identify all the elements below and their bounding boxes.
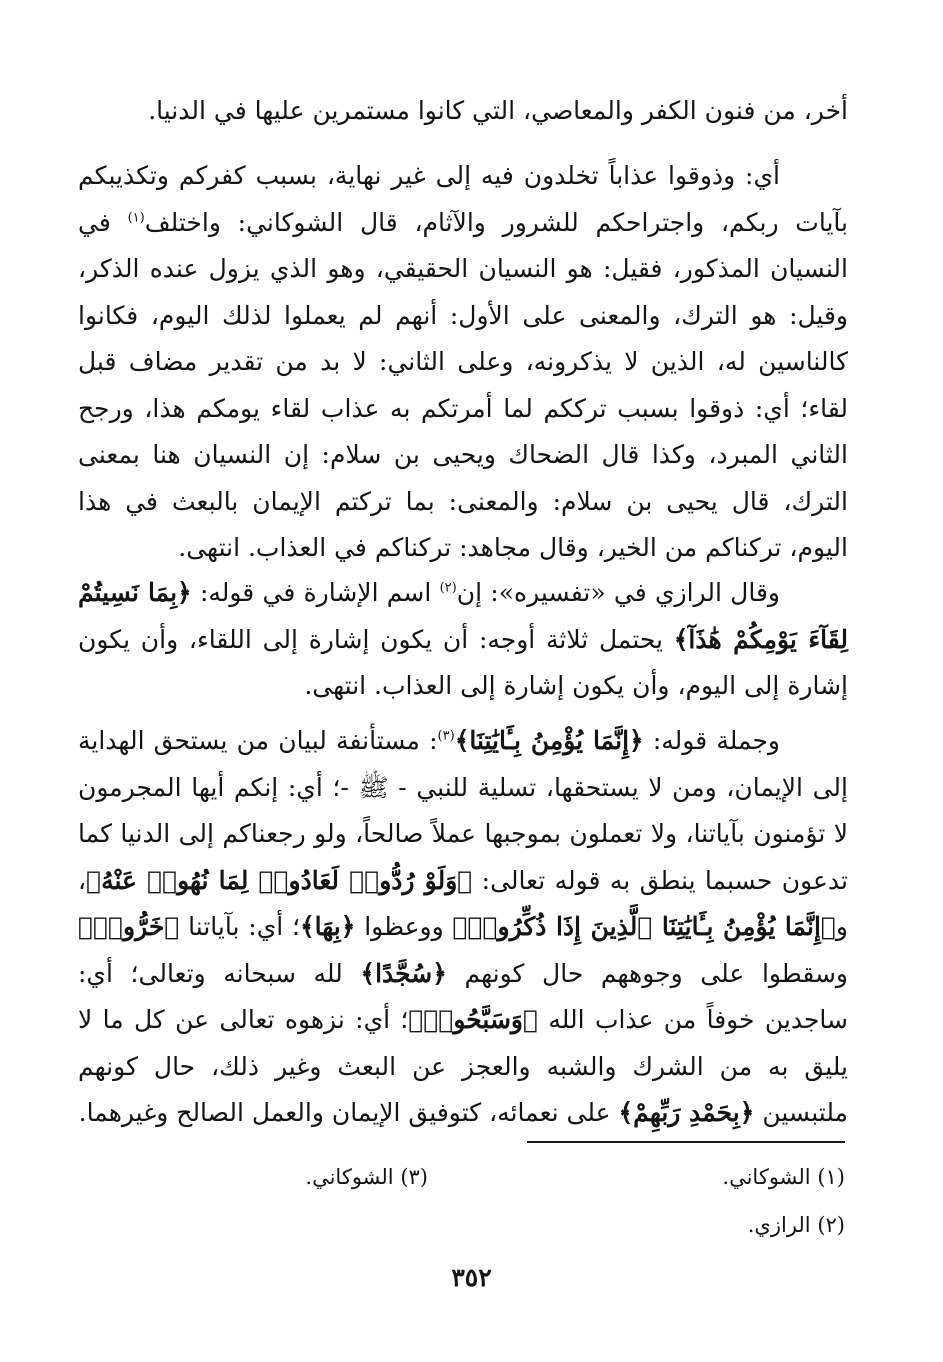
paragraph-shawkani-commentary [78,153,848,572]
paragraph-text: لله سبحانه وتعالى؛ أي: ساجدين خوفاً من عذاب الله [78,958,848,1034]
paragraph-text: ؛ أي: بآياتنا [179,912,300,941]
footnote-1: (١) الشوكاني. [722,1165,845,1189]
paragraph-text: : مستأنفة لبيان من يستحق الهداية إلى الإيمان، ومن لا يستحقها، تسلية للنبي - ﷺ -؛ أي: إنكم أيها المجرمون لا تؤمنون بآياتنا، ولا تعملون بموجبها عملاً صالحاً، ولو رجعناكم إلى الدنيا كما تدعون حسبما ينطق به قوله تعالى: [78,726,848,895]
paragraph-text: ووعظوا [355,912,453,941]
footnote-3: (٣) الشوكاني. [305,1165,428,1189]
paragraph-continuation [78,88,848,135]
quran-quote: ﴿إِنَّمَا يُؤْمِنُ بِـَٔايَٰتِنَا﴾ [454,726,644,755]
quran-quote: ﴿إِنَّمَا يُؤْمِنُ بِـَٔايَٰتِنَا ٱلَّذِينَ إِذَا ذُكِّرُوا۟﴾ [452,912,836,941]
paragraph-text: يحتمل ثلاثة أوجه: أن يكون إشارة إلى اللقاء، وأن يكون إشارة إلى اليوم، وأن يكون إشارة إلى العذاب. انتهى. [78,624,848,700]
paragraph-text: أخر، من فنون الكفر والمعاصي، التي كانوا مستمرين عليها في الدنيا. [148,96,848,125]
quran-quote: ﴿بِهَا﴾ [299,912,356,941]
paragraph-text: وسقطوا على وجوههم حال كونهم [446,958,848,988]
paragraph-verse-explanation [78,718,848,1137]
paragraph-text: وجملة قوله: [643,726,780,755]
quran-quote: ﴿خَرُّوا۟﴾ [78,912,180,941]
footnote-2: (٢) الرازي. [747,1213,845,1237]
footnote-marker-2: (٢) [439,580,457,596]
paragraph-text: على نعمائه، كتوفيق الإيمان والعمل الصالح وغيرهما. [78,1098,619,1127]
footnote-marker-3: (٣) [437,728,455,744]
paragraph-razi-commentary [78,570,848,710]
quran-quote: ﴿بِمَا نَسِيتُمْ لِقَآءَ يَوْمِكُمْ هَٰذَآ﴾ [78,578,848,654]
paragraph-text: في النسيان المذكور، فقيل: هو النسيان الحقيقي، وهو الذي يزول عنده الذكر، وقيل: هو الترك، والمعنى على الأول: أنهم لم يعملوا لذلك اليوم، فكانوا كالناسين له، الذين لا يذكرونه، وعلى الثاني: لا بد من تقدير مضاف قبل لقاء؛ أي: ذوقوا بسبب ترككم لما أمرتكم به عذاب لقاء يومكم هذا، ورجح الثاني المبرد، وكذا قال الضحاك ويحيى بن سلام: إن النسيان هنا بمعنى الترك، قال يحيى بن سلام: والمعنى: بما تركتم الإيمان بالبعث في هذا اليوم، تركناكم من الخير، وقال مجاهد: تركناكم في العذاب. انتهى. [78,207,848,562]
quran-quote: ﴿بِحَمْدِ رَبِّهِمْ﴾ [618,1098,755,1127]
paragraph-text: ؛ أي: نزهوه تعالى عن كل ما لا يليق به من الشرك والشبه والعجز عن البعث وغير ذلك، حال كونهم ملتبسين [78,1005,848,1127]
footnote-separator [527,1141,845,1143]
quran-quote: ﴿وَلَوْ رُدُّوا۟ لَعَادُوا۟ لِمَا نُهُوا۟ عَنْهُ﴾ [86,865,473,895]
quran-quote: ﴿سُجَّدًا﴾ [360,958,447,988]
page-number: ٣٥٢ [451,1263,492,1292]
paragraph-text: اسم الإشارة في قوله: [191,578,440,607]
paragraph-text: ، و [78,865,848,941]
paragraph-text: وقال الرازي في «تفسيره»: إن [456,578,780,607]
quran-quote: ﴿وَسَبَّحُوا۟﴾ [408,1005,539,1034]
footnote-marker-1: (١) [127,210,145,226]
paragraph-text: أي: وذوقوا عذاباً تخلدون فيه إلى غير نهاية، بسبب كفركم وتكذيبكم بآيات ربكم، واجتراحكم للشرور والآثام، قال الشوكاني: واختلف [78,161,848,237]
